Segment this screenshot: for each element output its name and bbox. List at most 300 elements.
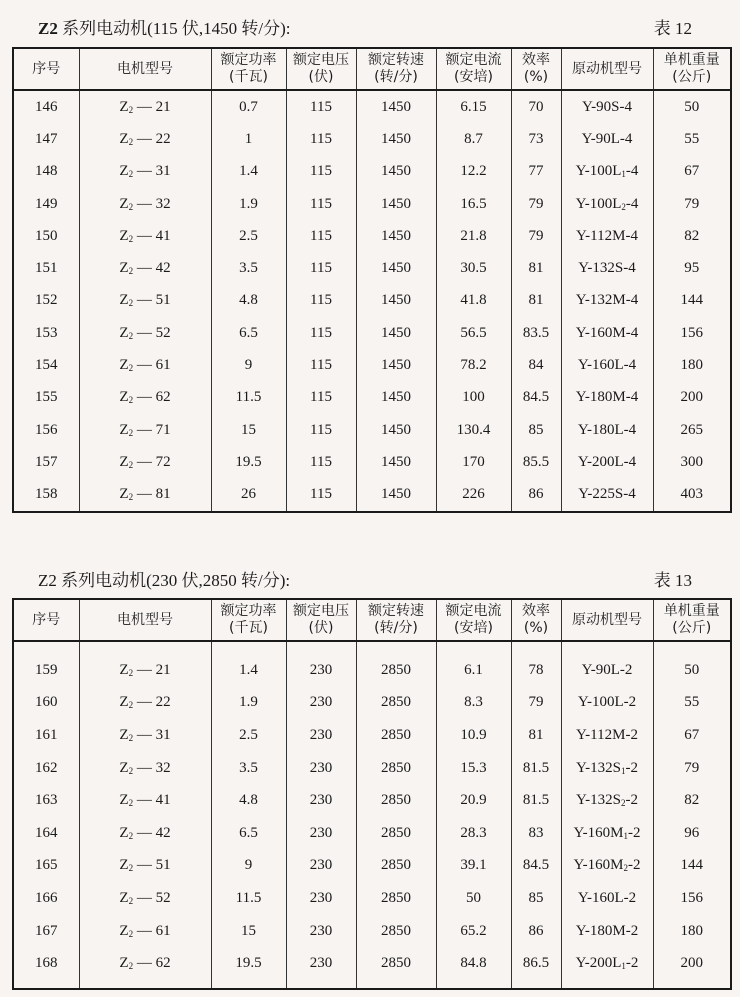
cell-voltage: 230 xyxy=(286,654,356,687)
table-row xyxy=(13,156,731,188)
model-letter: Z xyxy=(119,98,129,115)
header-voltage xyxy=(286,48,356,90)
cell-model xyxy=(79,285,211,317)
cell-prime-mover xyxy=(561,285,653,317)
cell-no: 158 xyxy=(13,479,79,512)
header-model xyxy=(79,599,211,641)
cell-weight: 79 xyxy=(653,188,731,220)
cell-model xyxy=(79,382,211,414)
prime-mover-main: Y-180M-2 xyxy=(575,922,639,939)
cell-speed: 1450 xyxy=(356,252,436,284)
header-label: 序号 xyxy=(32,60,61,77)
prime-mover-main: Y-225S-4 xyxy=(578,486,636,503)
cell-efficiency: 81 xyxy=(511,285,561,317)
model-letter: Z xyxy=(119,922,129,939)
model-subscript: 2 xyxy=(128,895,134,906)
spacer-cell xyxy=(511,641,561,654)
table-row xyxy=(13,285,731,317)
cell-voltage: 115 xyxy=(286,156,356,188)
header-weight xyxy=(653,48,731,90)
model-letter: Z xyxy=(119,889,129,906)
cell-model xyxy=(79,915,211,948)
model-number: — 41 xyxy=(133,792,171,809)
cell-prime-mover xyxy=(561,882,653,915)
prime-mover-suffix: -2 xyxy=(625,759,638,776)
model-number: — 62 xyxy=(133,389,171,406)
cell-power: 1 xyxy=(211,123,286,155)
cell-efficiency: 77 xyxy=(511,156,561,188)
header-prime-mover xyxy=(561,48,653,90)
cell-prime-mover xyxy=(561,317,653,349)
cell-voltage: 115 xyxy=(286,220,356,252)
cell-model xyxy=(79,188,211,220)
model-number: — 81 xyxy=(133,486,171,503)
motor-table-115v xyxy=(12,47,732,513)
cell-weight: 180 xyxy=(653,915,731,948)
cell-no: 147 xyxy=(13,123,79,155)
cell-model xyxy=(79,252,211,284)
model-letter: Z xyxy=(119,453,129,470)
cell-efficiency: 86.5 xyxy=(511,947,561,980)
prime-mover-main: Y-132S-4 xyxy=(578,260,636,277)
model-subscript: 2 xyxy=(128,798,134,809)
cell-efficiency: 86 xyxy=(511,479,561,512)
header-label: 电机型号 xyxy=(117,611,173,628)
header-unit: (转/分) xyxy=(374,620,418,636)
prime-mover-main: Y-160M xyxy=(573,857,624,874)
cell-prime-mover xyxy=(561,915,653,948)
model-subscript: 2 xyxy=(128,667,134,678)
cell-power: 19.5 xyxy=(211,947,286,980)
spacer-row xyxy=(13,980,731,989)
cell-model xyxy=(79,446,211,478)
header-label: 额定转速 xyxy=(368,52,424,68)
cell-voltage: 230 xyxy=(286,719,356,752)
cell-efficiency: 84.5 xyxy=(511,850,561,883)
cell-voltage: 115 xyxy=(286,479,356,512)
header-label: 额定电流 xyxy=(445,603,502,619)
cell-efficiency: 85 xyxy=(511,414,561,446)
cell-speed: 1450 xyxy=(356,188,436,220)
model-letter: Z xyxy=(119,163,129,180)
model-number: — 52 xyxy=(133,324,171,341)
prime-mover-main: Y-100L-2 xyxy=(577,694,637,711)
cell-no: 153 xyxy=(13,317,79,349)
cell-power: 1.4 xyxy=(211,156,286,188)
model-subscript: 2 xyxy=(128,104,134,115)
cell-voltage: 230 xyxy=(286,882,356,915)
model-number: — 41 xyxy=(133,227,171,244)
cell-prime-mover xyxy=(561,220,653,252)
cell-voltage: 230 xyxy=(286,947,356,980)
cell-prime-mover xyxy=(561,947,653,980)
cell-speed: 2850 xyxy=(356,752,436,785)
cell-prime-mover xyxy=(561,252,653,284)
model-letter: Z xyxy=(119,792,129,809)
spacer-cell xyxy=(436,980,511,989)
spacer-cell xyxy=(561,641,653,654)
cell-weight: 156 xyxy=(653,882,731,915)
cell-weight: 200 xyxy=(653,382,731,414)
model-letter: Z xyxy=(119,260,129,277)
header-label: 额定电压 xyxy=(293,52,349,68)
cell-power: 19.5 xyxy=(211,446,286,478)
cell-no: 164 xyxy=(13,817,79,850)
cell-no: 146 xyxy=(13,90,79,123)
spacer-cell xyxy=(356,641,436,654)
spacer-cell xyxy=(511,980,561,989)
cell-efficiency: 81 xyxy=(511,719,561,752)
model-number: — 71 xyxy=(133,421,171,438)
prime-mover-suffix: -2 xyxy=(628,857,641,874)
cell-weight: 403 xyxy=(653,479,731,512)
model-letter: Z xyxy=(119,292,129,309)
model-subscript: 2 xyxy=(128,961,134,972)
model-number: — 32 xyxy=(133,195,171,212)
cell-no: 154 xyxy=(13,349,79,381)
cell-speed: 2850 xyxy=(356,850,436,883)
cell-voltage: 230 xyxy=(286,687,356,720)
cell-power: 26 xyxy=(211,479,286,512)
header-unit: (安培) xyxy=(454,620,493,636)
cell-prime-mover xyxy=(561,817,653,850)
prime-mover-suffix: -2 xyxy=(625,955,639,972)
header-unit: (千瓦) xyxy=(229,69,268,85)
cell-current: 16.5 xyxy=(436,188,511,220)
model-number: — 31 xyxy=(133,726,171,743)
cell-no: 148 xyxy=(13,156,79,188)
model-subscript: 2 xyxy=(128,700,134,711)
model-number: — 62 xyxy=(133,955,171,972)
cell-efficiency: 79 xyxy=(511,687,561,720)
cell-model xyxy=(79,817,211,850)
cell-power: 4.8 xyxy=(211,285,286,317)
prime-mover-main: Y-160M xyxy=(573,824,624,841)
model-subscript: 2 xyxy=(128,363,134,374)
table-row xyxy=(13,817,731,850)
cell-weight: 82 xyxy=(653,220,731,252)
model-letter: Z xyxy=(119,694,129,711)
cell-speed: 1450 xyxy=(356,285,436,317)
cell-voltage: 230 xyxy=(286,784,356,817)
model-subscript: 2 xyxy=(128,169,134,180)
cell-power: 15 xyxy=(211,414,286,446)
table-row xyxy=(13,654,731,687)
model-letter: Z xyxy=(119,324,129,341)
cell-model xyxy=(79,687,211,720)
spacer-cell xyxy=(13,980,79,989)
model-subscript: 2 xyxy=(128,201,134,212)
cell-model xyxy=(79,220,211,252)
cell-current: 8.7 xyxy=(436,123,511,155)
prime-mover-suffix: -4 xyxy=(625,163,639,180)
cell-speed: 1450 xyxy=(356,123,436,155)
model-subscript: 2 xyxy=(128,492,134,503)
cell-model xyxy=(79,414,211,446)
prime-mover-subscript: 1 xyxy=(623,830,628,841)
prime-mover-main: Y-100L xyxy=(575,163,622,180)
model-letter: Z xyxy=(119,389,129,406)
cell-power: 3.5 xyxy=(211,252,286,284)
cell-efficiency: 79 xyxy=(511,188,561,220)
spacer-cell xyxy=(286,980,356,989)
cell-weight: 55 xyxy=(653,123,731,155)
header-speed xyxy=(356,48,436,90)
cell-current: 28.3 xyxy=(436,817,511,850)
cell-efficiency: 83 xyxy=(511,817,561,850)
cell-speed: 2850 xyxy=(356,654,436,687)
prime-mover-suffix: -2 xyxy=(628,824,641,841)
cell-prime-mover xyxy=(561,156,653,188)
model-subscript: 2 xyxy=(128,732,134,743)
cell-prime-mover xyxy=(561,382,653,414)
table-row xyxy=(13,317,731,349)
cell-model xyxy=(79,784,211,817)
cell-weight: 265 xyxy=(653,414,731,446)
cell-model xyxy=(79,479,211,512)
model-number: — 51 xyxy=(133,292,171,309)
cell-efficiency: 79 xyxy=(511,220,561,252)
cell-no: 156 xyxy=(13,414,79,446)
spacer-cell xyxy=(79,641,211,654)
cell-power: 11.5 xyxy=(211,382,286,414)
header-label: 单机重量 xyxy=(663,52,720,68)
prime-mover-subscript: 2 xyxy=(621,201,626,212)
cell-speed: 1450 xyxy=(356,382,436,414)
cell-prime-mover xyxy=(561,752,653,785)
model-subscript: 2 xyxy=(128,830,134,841)
caption-text: 系列电动机(230 伏,2850 转/分): xyxy=(56,571,291,590)
header-unit: (%) xyxy=(523,620,549,636)
cell-model xyxy=(79,719,211,752)
cell-power: 1.4 xyxy=(211,654,286,687)
table-row xyxy=(13,220,731,252)
cell-weight: 50 xyxy=(653,654,731,687)
header-speed xyxy=(356,599,436,641)
header-label: 额定功率 xyxy=(220,603,277,619)
model-letter: Z xyxy=(119,726,129,743)
model-number: — 42 xyxy=(133,824,171,841)
header-label: 效率 xyxy=(522,52,550,68)
cell-model xyxy=(79,850,211,883)
prime-mover-main: Y-132S xyxy=(575,792,621,809)
cell-speed: 2850 xyxy=(356,719,436,752)
cell-current: 6.15 xyxy=(436,90,511,123)
cell-voltage: 115 xyxy=(286,123,356,155)
cell-prime-mover xyxy=(561,123,653,155)
cell-efficiency: 73 xyxy=(511,123,561,155)
cell-efficiency: 78 xyxy=(511,654,561,687)
cell-prime-mover xyxy=(561,446,653,478)
cell-weight: 50 xyxy=(653,90,731,123)
cell-current: 50 xyxy=(436,882,511,915)
header-voltage xyxy=(286,599,356,641)
cell-prime-mover xyxy=(561,850,653,883)
table-row xyxy=(13,414,731,446)
cell-power: 2.5 xyxy=(211,719,286,752)
header-label: 原动机型号 xyxy=(572,611,642,628)
spacer-cell xyxy=(356,980,436,989)
model-number: — 52 xyxy=(133,889,171,906)
prime-mover-main: Y-100L xyxy=(575,195,622,212)
cell-no: 157 xyxy=(13,446,79,478)
table-row xyxy=(13,252,731,284)
cell-power: 9 xyxy=(211,349,286,381)
cell-speed: 1450 xyxy=(356,90,436,123)
header-row xyxy=(13,48,731,90)
cell-weight: 144 xyxy=(653,285,731,317)
header-unit: (安培) xyxy=(454,69,493,85)
prime-mover-main: Y-200L xyxy=(575,955,622,972)
model-subscript: 2 xyxy=(128,427,134,438)
cell-voltage: 230 xyxy=(286,915,356,948)
cell-weight: 96 xyxy=(653,817,731,850)
spacer-cell xyxy=(436,641,511,654)
cell-prime-mover xyxy=(561,784,653,817)
cell-prime-mover xyxy=(561,479,653,512)
model-letter: Z xyxy=(119,421,129,438)
table-row xyxy=(13,947,731,980)
model-subscript: 2 xyxy=(128,395,134,406)
prime-mover-main: Y-90S-4 xyxy=(581,98,632,115)
prime-mover-main: Y-132S xyxy=(575,759,621,776)
prime-mover-main: Y-160L-2 xyxy=(577,889,637,906)
cell-power: 6.5 xyxy=(211,817,286,850)
cell-prime-mover xyxy=(561,687,653,720)
cell-no: 167 xyxy=(13,915,79,948)
model-subscript: 2 xyxy=(128,863,134,874)
table-row xyxy=(13,479,731,512)
model-number: — 51 xyxy=(133,857,171,874)
cell-efficiency: 85 xyxy=(511,882,561,915)
model-subscript: 2 xyxy=(128,266,134,277)
cell-power: 11.5 xyxy=(211,882,286,915)
cell-no: 149 xyxy=(13,188,79,220)
cell-current: 6.1 xyxy=(436,654,511,687)
cell-speed: 2850 xyxy=(356,687,436,720)
cell-current: 65.2 xyxy=(436,915,511,948)
cell-power: 3.5 xyxy=(211,752,286,785)
cell-power: 1.9 xyxy=(211,687,286,720)
cell-current: 10.9 xyxy=(436,719,511,752)
cell-no: 155 xyxy=(13,382,79,414)
table-row xyxy=(13,719,731,752)
table-13-caption xyxy=(38,566,290,591)
cell-weight: 156 xyxy=(653,317,731,349)
cell-voltage: 115 xyxy=(286,382,356,414)
header-unit: (转/分) xyxy=(374,69,418,85)
model-letter: Z xyxy=(119,195,129,212)
cell-no: 163 xyxy=(13,784,79,817)
cell-speed: 2850 xyxy=(356,882,436,915)
model-number: — 22 xyxy=(133,694,171,711)
cell-efficiency: 81.5 xyxy=(511,784,561,817)
model-subscript: 2 xyxy=(128,765,134,776)
cell-voltage: 115 xyxy=(286,252,356,284)
model-number: — 61 xyxy=(133,922,171,939)
spacer-cell xyxy=(211,641,286,654)
header-label: 单机重量 xyxy=(663,603,720,619)
header-label: 序号 xyxy=(32,611,61,628)
table-row xyxy=(13,784,731,817)
prime-mover-subscript: 2 xyxy=(623,863,628,874)
header-prime-mover xyxy=(561,599,653,641)
header-current xyxy=(436,599,511,641)
cell-voltage: 115 xyxy=(286,349,356,381)
cell-model xyxy=(79,90,211,123)
cell-no: 150 xyxy=(13,220,79,252)
spacer-cell xyxy=(561,980,653,989)
cell-weight: 79 xyxy=(653,752,731,785)
prime-mover-subscript: 1 xyxy=(621,765,626,776)
cell-no: 151 xyxy=(13,252,79,284)
header-label: 额定电压 xyxy=(293,603,349,619)
cell-speed: 1450 xyxy=(356,156,436,188)
prime-mover-suffix: -4 xyxy=(625,195,639,212)
cell-speed: 1450 xyxy=(356,349,436,381)
table-row xyxy=(13,446,731,478)
table-row xyxy=(13,123,731,155)
cell-speed: 2850 xyxy=(356,817,436,850)
model-subscript: 2 xyxy=(128,136,134,147)
cell-efficiency: 81.5 xyxy=(511,752,561,785)
model-subscript: 2 xyxy=(128,233,134,244)
cell-power: 4.8 xyxy=(211,784,286,817)
model-letter: Z xyxy=(119,357,129,374)
header-model xyxy=(79,48,211,90)
spacer-cell xyxy=(211,980,286,989)
cell-weight: 144 xyxy=(653,850,731,883)
cell-power: 15 xyxy=(211,915,286,948)
model-number: — 21 xyxy=(133,98,171,115)
header-label: 电机型号 xyxy=(117,60,173,77)
cell-speed: 1450 xyxy=(356,446,436,478)
cell-weight: 300 xyxy=(653,446,731,478)
model-number: — 42 xyxy=(133,260,171,277)
table-12-caption xyxy=(38,14,290,39)
header-current xyxy=(436,48,511,90)
spacer-cell xyxy=(286,641,356,654)
header-unit: (伏) xyxy=(308,69,334,85)
cell-no: 159 xyxy=(13,654,79,687)
cell-current: 41.8 xyxy=(436,285,511,317)
header-label: 额定功率 xyxy=(220,52,277,68)
cell-efficiency: 84.5 xyxy=(511,382,561,414)
cell-current: 20.9 xyxy=(436,784,511,817)
table-row xyxy=(13,349,731,381)
cell-current: 39.1 xyxy=(436,850,511,883)
table-row xyxy=(13,687,731,720)
cell-current: 15.3 xyxy=(436,752,511,785)
cell-prime-mover xyxy=(561,90,653,123)
prime-mover-main: Y-132M-4 xyxy=(575,292,639,309)
model-subscript: 2 xyxy=(128,330,134,341)
cell-no: 168 xyxy=(13,947,79,980)
model-letter: Z xyxy=(119,857,129,874)
cell-voltage: 230 xyxy=(286,752,356,785)
cell-weight: 200 xyxy=(653,947,731,980)
cell-efficiency: 85.5 xyxy=(511,446,561,478)
cell-power: 6.5 xyxy=(211,317,286,349)
cell-weight: 55 xyxy=(653,687,731,720)
model-number: — 22 xyxy=(133,130,171,147)
prime-mover-main: Y-112M-2 xyxy=(576,726,638,743)
cell-weight: 180 xyxy=(653,349,731,381)
cell-speed: 1450 xyxy=(356,479,436,512)
prime-mover-main: Y-112M-4 xyxy=(576,227,638,244)
cell-model xyxy=(79,349,211,381)
cell-model xyxy=(79,947,211,980)
